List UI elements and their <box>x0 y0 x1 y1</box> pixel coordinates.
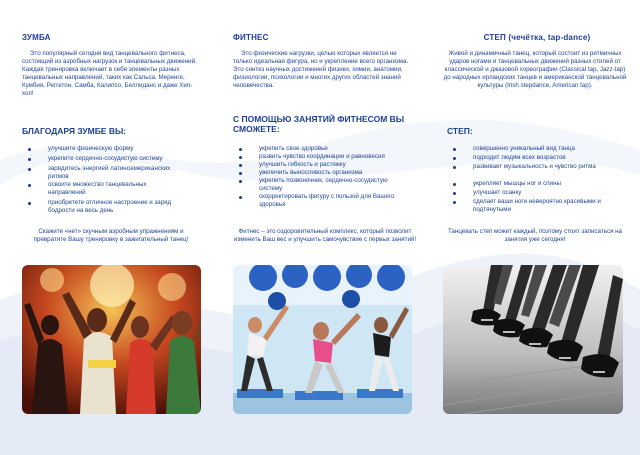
list-item: укрепить позвоночник, сердечно-сосудистую систему <box>239 177 419 193</box>
bullet-icon <box>239 148 242 151</box>
bullet-icon <box>239 196 242 199</box>
step-benefits-list <box>453 145 628 215</box>
list-item: увеличить выносливость организма <box>239 169 419 177</box>
fitness-title: ФИТНЕС <box>233 33 269 42</box>
bullet-icon <box>28 184 31 187</box>
list-item: приобретете отличное настроение и заряд бодрости на весь день <box>28 199 200 217</box>
zumba-benefits-list <box>28 145 200 217</box>
bullet-icon <box>453 201 456 204</box>
zumba-closing: Скажите «нет» скучным аэробным упражнениям и превратите Вашу тренировку в зажигательный танец! <box>33 228 189 243</box>
list-item: освоите множество танцевальных направлений <box>28 181 200 199</box>
fitness-closing: Фитнес – это оздоровительный комплекс, который позволит изменить Ваш вес и улучшить самочувствие с первых занятий! <box>233 228 417 243</box>
list-item: скорректировать фигуру с пользой для Вашего здоровья <box>239 193 419 209</box>
bullet-icon <box>239 172 242 175</box>
zumba-benefits-heading: БЛАГОДАРЯ ЗУМБЕ ВЫ: <box>22 126 127 136</box>
zumba-intro: Это популярный сегодня вид танцевального фитнеса, состоящий из аэробных нагрузок и танцевальных движений. Каждая тренировка включает в себя элементы разных танцевальных направлений, таких как Сальса, Меренге, Кумбия, Реггетон, Самба, Калипсо, Беллиданс и даже Хип-хоп! <box>22 50 197 97</box>
bullet-icon <box>453 148 456 151</box>
list-item: зарядитесь энергией латиноамериканских ритмов <box>28 165 200 181</box>
bullet-icon <box>28 202 31 205</box>
fitness-photo <box>233 265 412 414</box>
zumba-title: ЗУМБА <box>22 33 51 42</box>
list-item: совершенно уникальный вид танца <box>453 145 628 154</box>
list-item: сделает ваши ноги невероятно красивыми и подтянутыми <box>453 198 628 215</box>
list-item: подходит людям всех возрастов <box>453 154 628 163</box>
fitness-benefits-list <box>239 145 419 209</box>
list-item: улучшите физическую форму <box>28 145 200 155</box>
list-item: улучшить гибкость и растяжку <box>239 161 419 169</box>
bullet-icon <box>453 157 456 160</box>
zumba-photo <box>22 265 201 414</box>
bullet-icon <box>453 183 456 186</box>
bullet-icon <box>28 168 31 171</box>
step-benefits-heading: СТЕП: <box>447 126 473 136</box>
list-item: укрепляет мышцы ног и спины <box>453 180 628 189</box>
step-column <box>427 0 640 455</box>
step-title: СТЕП (чечётка, tap-dance) <box>483 33 591 42</box>
list-item: укрепите сердечно-сосудистую систему <box>28 155 200 165</box>
bullet-icon <box>28 148 31 151</box>
list-item: улучшает осанку <box>453 189 628 198</box>
step-closing: Танцевать степ может каждый, поэтому стоит записаться на занятия уже сегодня! <box>448 228 622 243</box>
step-intro: Живой и динамичный танец, который состоит из ритмичных ударов ногами и танцевальных движений разных стилей от классической и джазовой хореографии (Classical tap, Jazz-tap) до народных ирландских танцев и американской танцевальной культуры (Irish stepdance, American tap). <box>443 50 627 89</box>
fitness-column <box>213 0 427 455</box>
fitness-intro: Это физические нагрузки, целью которых является не только идеальная фигура, но и укрепление всего организма. Это синтез научных достижений физики, химии, анатомии, физиологии, психологии и многих других областей знаний человечества. <box>233 50 409 89</box>
bullet-icon <box>453 192 456 195</box>
zumba-column <box>0 0 213 455</box>
bullet-icon <box>28 158 31 161</box>
bullet-icon <box>239 180 242 183</box>
bullet-icon <box>239 156 242 159</box>
bullet-icon <box>453 166 456 169</box>
list-item: укрепить свое здоровье <box>239 145 419 153</box>
fitness-benefits-heading: С ПОМОЩЬЮ ЗАНЯТИЙ ФИТНЕСОМ ВЫ СМОЖЕТЕ: <box>233 114 405 134</box>
bullet-icon <box>239 164 242 167</box>
step-photo <box>443 265 623 414</box>
list-item: развивает музыкальность и чувство ритма <box>453 163 628 180</box>
list-item: развить чувство координации и равновесия <box>239 153 419 161</box>
